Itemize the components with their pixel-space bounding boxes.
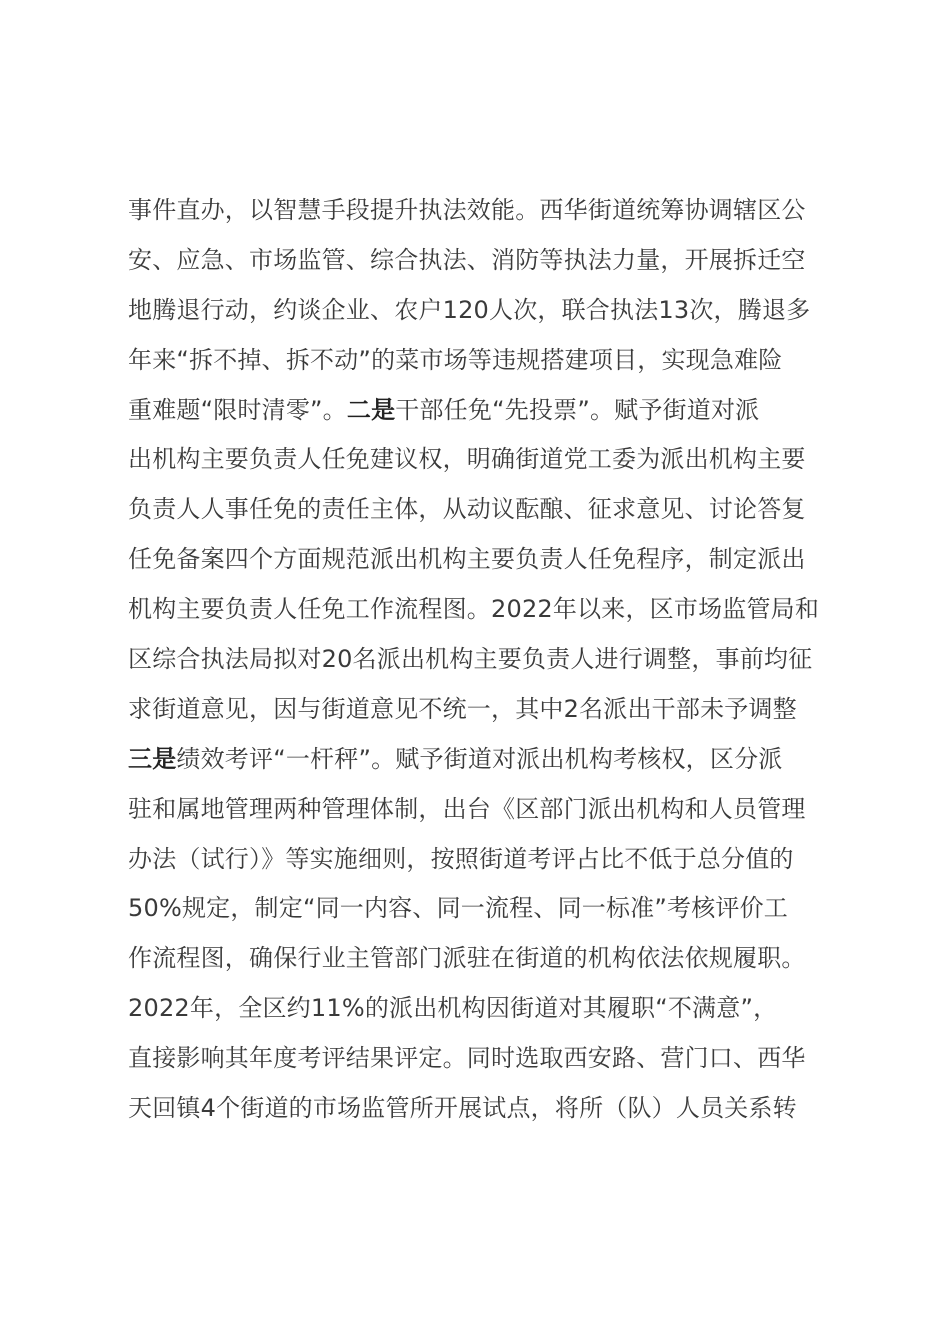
text-line: 事件直办，以智慧手段提升执法效能。西华街道统筹协调辖区公: [128, 196, 806, 224]
text-line: 驻和属地管理两种管理体制，出台《区部门派出机构和人员管理: [128, 794, 806, 823]
text-line: 出机构主要负责人任免建议权，明确街道党工委为派出机构主要: [128, 445, 806, 474]
point-marker-two: 二是: [346, 395, 396, 424]
text-line: 办法（试行）》等实施细则，按照街道考评占比不低于总分值的: [128, 844, 794, 873]
text-line: 任免备案四个方面规范派出机构主要负责人任免程序，制定派出: [128, 545, 806, 574]
text-line: 50%规定，制定“同一内容、同一流程、同一标准”考核评价工: [128, 894, 789, 923]
text-line: 作流程图，确保行业主管部门派驻在街道的机构依法依规履职。: [128, 944, 806, 973]
text-line: 重难题“限时清零”。二是干部任免“先投票”。赋予街道对派: [128, 395, 760, 424]
text-line: 直接影响其年度考评结果评定。同时选取西安路、营门口、西华: [128, 1044, 806, 1073]
point-marker-three: 三是: [128, 744, 177, 773]
text-line: 天回镇4个街道的市场监管所开展试点，将所（队）人员关系转: [128, 1094, 797, 1123]
text-line: 求街道意见，因与街道意见不统一，其中2名派出干部未予调整: [128, 694, 797, 723]
text-line: 三是绩效考评“一杆秤”。赋予街道对派出机构考核权，区分派: [128, 744, 783, 773]
text-line: 年来“拆不掉、拆不动”的菜市场等违规搭建项目，实现急难险: [128, 345, 783, 374]
text-line: 机构主要负责人任免工作流程图。2022年以来，区市场监管局和: [128, 595, 820, 624]
text-line: 地腾退行动，约谈企业、农户120人次，联合执法13次，腾退多: [128, 295, 811, 324]
text-line: 2022年，全区约11%的派出机构因街道对其履职“不满意”，: [128, 994, 778, 1023]
text-line: 区综合执法局拟对20名派出机构主要负责人进行调整，事前均征: [128, 645, 813, 674]
text-line: 负责人人事任免的责任主体，从动议酝酿、征求意见、讨论答复: [128, 495, 806, 524]
body-text: [128, 186, 888, 1134]
text-line: 安、应急、市场监管、综合执法、消防等执法力量，开展拆迁空: [128, 245, 806, 274]
